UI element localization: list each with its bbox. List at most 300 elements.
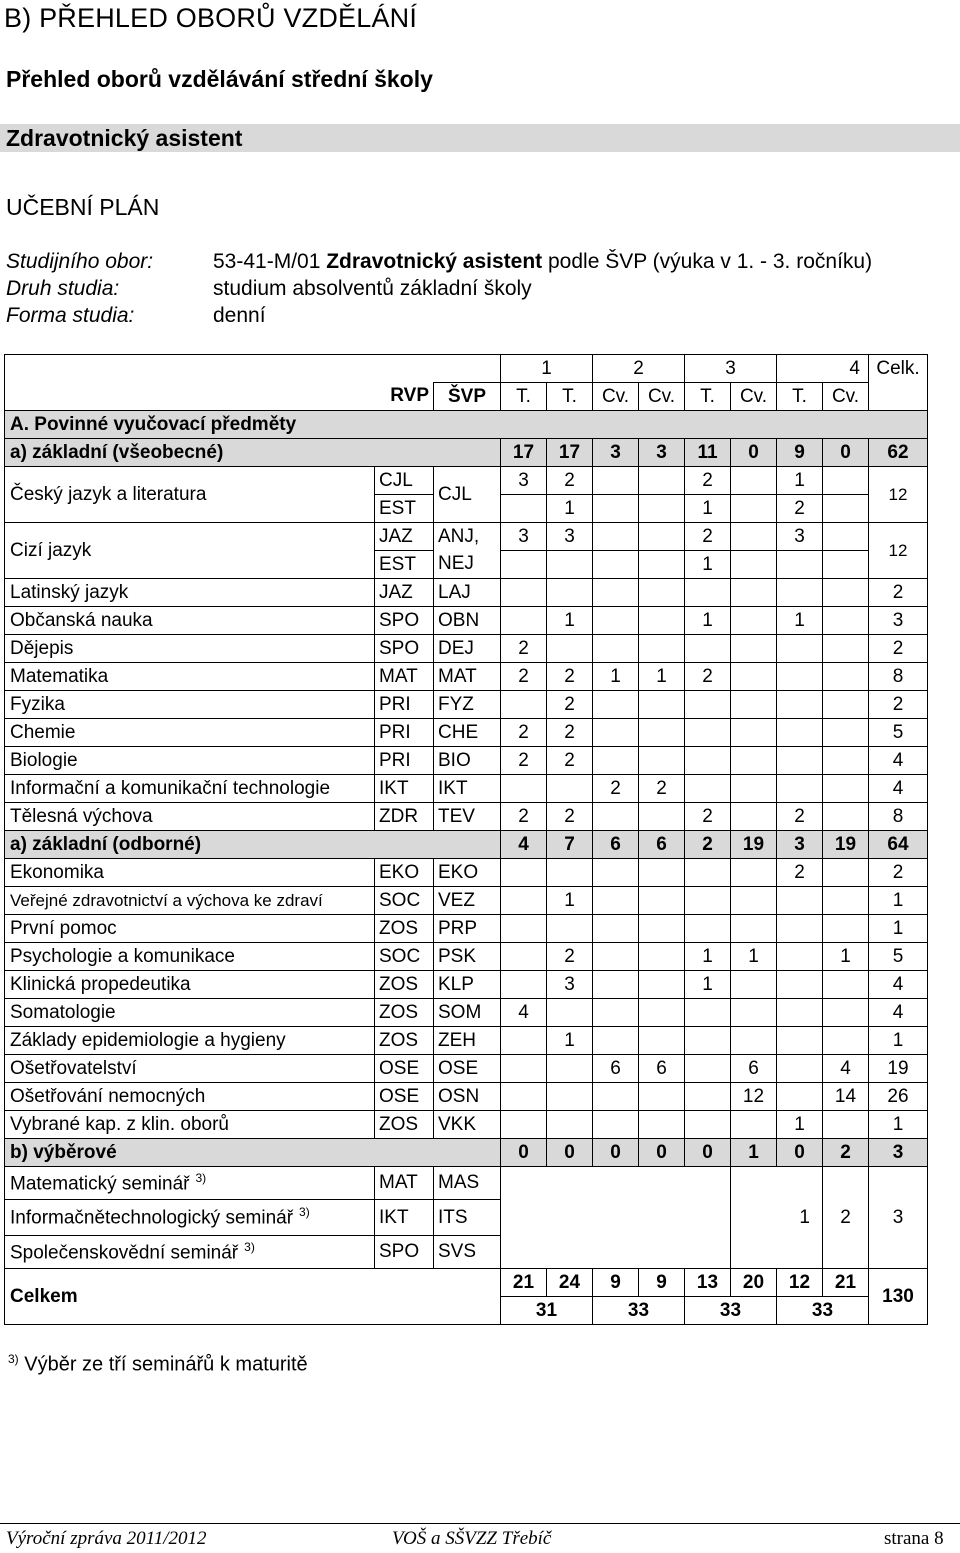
hours-cell: [639, 691, 685, 719]
total-cell: 1: [869, 1111, 928, 1139]
hours-cell: [731, 523, 777, 551]
zakladni-odborne: [5, 831, 928, 859]
hours-cell: [639, 943, 685, 971]
hours-cell: [823, 523, 869, 551]
hours-cell: [547, 999, 593, 1027]
hours-cell: [501, 1027, 547, 1055]
subject-name: Matematika: [5, 663, 375, 691]
hours-cell: [593, 1111, 639, 1139]
value-cell: 3: [639, 439, 685, 467]
total-cell: 2: [869, 859, 928, 887]
hours-cell: [593, 607, 639, 635]
total-cell: 12: [869, 467, 928, 523]
rvp-code: EST: [375, 495, 434, 523]
rvp-code: MAT: [375, 1167, 434, 1200]
subject-row: [5, 1111, 928, 1139]
hours-cell: [639, 495, 685, 523]
forma-value: denní: [213, 304, 266, 327]
hours-cell: [685, 691, 731, 719]
svp-code: SVS: [434, 1236, 501, 1269]
section-title: Zdravotnický asistent: [0, 124, 960, 152]
hours-cell: 2: [547, 663, 593, 691]
hours-cell: [685, 1111, 731, 1139]
total-cell: 5: [869, 719, 928, 747]
hours-cell: 2: [501, 635, 547, 663]
hours-cell: [685, 887, 731, 915]
total-cell: 4: [869, 775, 928, 803]
type-2: T.: [547, 383, 593, 411]
hours-cell: [501, 691, 547, 719]
type-header-row: [5, 383, 928, 411]
hours-cell: [731, 663, 777, 691]
hours-cell: [547, 635, 593, 663]
value-cell: 19: [823, 831, 869, 859]
value-cell: 4: [501, 831, 547, 859]
rvp-code: SOC: [375, 887, 434, 915]
year-2: 2: [593, 355, 685, 383]
hours-cell: [731, 803, 777, 831]
svp-code: OBN: [434, 607, 501, 635]
hours-cell: 6: [639, 1055, 685, 1083]
subject-name: Ekonomika: [5, 859, 375, 887]
obor-label: Studijního obor:: [6, 250, 154, 273]
hours-cell: [823, 467, 869, 495]
hours-cell: 1: [823, 943, 869, 971]
subject-row: [5, 943, 928, 971]
hours-cell: [593, 635, 639, 663]
celkem-cell: 21: [501, 1269, 547, 1297]
value-cell: 3: [777, 831, 823, 859]
hours-cell: 1: [547, 607, 593, 635]
total-cell: 1: [869, 915, 928, 943]
hours-cell: [593, 999, 639, 1027]
hours-cell: [685, 1083, 731, 1111]
hours-cell: 2: [547, 719, 593, 747]
hours-cell: 2: [547, 691, 593, 719]
celkem-total: 130: [869, 1269, 928, 1325]
rvp-code: EKO: [375, 859, 434, 887]
total-cell: 4: [869, 971, 928, 999]
obor-value: [213, 250, 872, 274]
value-cell: 17: [501, 439, 547, 467]
value-cell: 0: [639, 1139, 685, 1167]
hours-cell: [731, 635, 777, 663]
seminar-empty: [501, 1167, 731, 1269]
hours-cell: [731, 579, 777, 607]
svp-code: FYZ: [434, 691, 501, 719]
cizi-row-1: [5, 523, 928, 551]
subject-name: Klinická propedeutika: [5, 971, 375, 999]
hours-cell: [501, 495, 547, 523]
subject-row: [5, 691, 928, 719]
year-3: 3: [685, 355, 777, 383]
hours-cell: 2: [685, 803, 731, 831]
celkem-label: Celkem: [5, 1269, 501, 1325]
hours-cell: [777, 999, 823, 1027]
value-cell: 6: [639, 831, 685, 859]
hours-cell: [731, 887, 777, 915]
hours-cell: 2: [685, 523, 731, 551]
svp-code: OSN: [434, 1083, 501, 1111]
value-cell: 0: [501, 1139, 547, 1167]
hours-cell: 1: [777, 467, 823, 495]
value-cell: 0: [777, 1139, 823, 1167]
hours-cell: [823, 663, 869, 691]
hours-cell: 6: [593, 1055, 639, 1083]
total-cell: 8: [869, 663, 928, 691]
hours-cell: [639, 859, 685, 887]
subject-row: [5, 915, 928, 943]
rvp-code: MAT: [375, 663, 434, 691]
value-cell: 19: [731, 831, 777, 859]
subject-row: [5, 859, 928, 887]
celkem-year-total: 33: [685, 1297, 777, 1325]
hours-cell: [593, 523, 639, 551]
value-cell: 1: [731, 1139, 777, 1167]
subject-name: Ošetřování nemocných: [5, 1083, 375, 1111]
svp-code: TEV: [434, 803, 501, 831]
celkem-year-total: 31: [501, 1297, 593, 1325]
hours-cell: [731, 775, 777, 803]
footer-page: strana 8: [884, 1528, 944, 1549]
rvp-code: ZOS: [375, 915, 434, 943]
subject-row: [5, 663, 928, 691]
subject-name: Cizí jazyk: [5, 523, 375, 579]
hours-cell: [777, 775, 823, 803]
subject-name: Psychologie a komunikace: [5, 943, 375, 971]
subject-row: [5, 999, 928, 1027]
hours-cell: [731, 1027, 777, 1055]
total-cell: 19: [869, 1055, 928, 1083]
subject-name: První pomoc: [5, 915, 375, 943]
hours-cell: [777, 915, 823, 943]
hours-cell: [593, 579, 639, 607]
hours-cell: 3: [501, 523, 547, 551]
hours-cell: [639, 635, 685, 663]
hours-cell: [685, 1055, 731, 1083]
celkem-cell: 9: [639, 1269, 685, 1297]
hours-cell: [731, 719, 777, 747]
subject-name: Vybrané kap. z klin. oborů: [5, 1111, 375, 1139]
total-cell: 4: [869, 747, 928, 775]
celkem-cell: 13: [685, 1269, 731, 1297]
hours-cell: [777, 1027, 823, 1055]
plan-title: UČEBNÍ PLÁN: [6, 194, 160, 220]
hours-cell: 1: [777, 607, 823, 635]
hours-cell: [639, 719, 685, 747]
hours-cell: [593, 495, 639, 523]
value-cell: 2: [823, 1139, 869, 1167]
hours-cell: [639, 1027, 685, 1055]
hours-cell: [593, 1083, 639, 1111]
subject-name: Veřejné zdravotnictví a výchova ke zdraví: [5, 887, 375, 915]
hours-cell: [593, 971, 639, 999]
hours-cell: [593, 691, 639, 719]
total-cell: 1: [869, 1027, 928, 1055]
hours-cell: 3: [547, 971, 593, 999]
hours-cell: [639, 551, 685, 579]
celkem-year-total: 33: [593, 1297, 685, 1325]
total-cell: 8: [869, 803, 928, 831]
svp-code: MAT: [434, 663, 501, 691]
hours-cell: [731, 747, 777, 775]
hours-cell: 2: [501, 719, 547, 747]
rvp-code: IKT: [375, 1200, 434, 1236]
subject-name: Informační a komunikační technologie: [5, 775, 375, 803]
hours-cell: [823, 719, 869, 747]
hours-cell: 1: [777, 1111, 823, 1139]
hours-cell: [501, 607, 547, 635]
hours-cell: 1: [547, 887, 593, 915]
hours-cell: 2: [777, 803, 823, 831]
cjl-row-1: [5, 467, 928, 495]
subject-row: [5, 1055, 928, 1083]
svp-code: VEZ: [434, 887, 501, 915]
seminar-footnote-mark: 3): [299, 1205, 310, 1220]
value-cell: 64: [869, 831, 928, 859]
seminar-name: [5, 1200, 375, 1236]
hours-cell: [731, 467, 777, 495]
seminar-label: Matematický seminář: [10, 1173, 190, 1195]
svp-code: ZEH: [434, 1027, 501, 1055]
hours-cell: [639, 607, 685, 635]
type-1: T.: [501, 383, 547, 411]
total-cell: 2: [869, 579, 928, 607]
total-cell: 12: [869, 523, 928, 579]
svp-code: LAJ: [434, 579, 501, 607]
hours-cell: 1: [685, 971, 731, 999]
total-cell: 5: [869, 943, 928, 971]
rvp-code: PRI: [375, 719, 434, 747]
seminar-hours-5-6: 1: [731, 1167, 823, 1269]
rvp-code: JAZ: [375, 523, 434, 551]
type-8: Cv.: [823, 383, 869, 411]
value-cell: 0: [731, 439, 777, 467]
hours-cell: [593, 467, 639, 495]
hours-cell: 12: [731, 1083, 777, 1111]
hours-cell: [547, 579, 593, 607]
hours-cell: 1: [731, 943, 777, 971]
hours-cell: [593, 859, 639, 887]
hours-cell: [823, 691, 869, 719]
hours-cell: [593, 943, 639, 971]
hours-cell: [501, 775, 547, 803]
hours-cell: [731, 999, 777, 1027]
footer-school: VOŠ a SŠVZZ Třebíč: [392, 1528, 552, 1549]
hours-cell: [639, 971, 685, 999]
hours-cell: [685, 747, 731, 775]
total-cell: 3: [869, 607, 928, 635]
svp-code: OSE: [434, 1055, 501, 1083]
svp-code: PSK: [434, 943, 501, 971]
value-cell: 0: [823, 439, 869, 467]
subject-row: [5, 775, 928, 803]
hours-cell: [685, 1027, 731, 1055]
hours-cell: [777, 635, 823, 663]
hours-cell: [823, 747, 869, 775]
value-cell: 11: [685, 439, 731, 467]
subject-name: Latinský jazyk: [5, 579, 375, 607]
hours-cell: 3: [777, 523, 823, 551]
seminar-footnote-mark: 3): [244, 1239, 255, 1254]
subject-name: Ošetřovatelství: [5, 1055, 375, 1083]
hours-cell: 2: [685, 663, 731, 691]
subject-row: [5, 803, 928, 831]
type-5: T.: [685, 383, 731, 411]
svp-code: MAS: [434, 1167, 501, 1200]
hours-cell: 2: [639, 775, 685, 803]
svp-code: EKO: [434, 859, 501, 887]
hours-cell: [731, 551, 777, 579]
subject-row: [5, 747, 928, 775]
subject-row: [5, 887, 928, 915]
hours-cell: [777, 1083, 823, 1111]
hours-cell: [639, 803, 685, 831]
hours-cell: [731, 607, 777, 635]
hours-cell: 1: [639, 663, 685, 691]
rvp-code: PRI: [375, 747, 434, 775]
rvp-code: ZDR: [375, 803, 434, 831]
hours-cell: [501, 1055, 547, 1083]
hours-cell: [731, 495, 777, 523]
svp-header: ŠVP: [434, 383, 501, 411]
hours-cell: [731, 691, 777, 719]
hours-cell: 1: [685, 607, 731, 635]
hours-cell: [547, 915, 593, 943]
rvp-code: JAZ: [375, 579, 434, 607]
hours-cell: [501, 943, 547, 971]
celkem-cell: 21: [823, 1269, 869, 1297]
hours-cell: [823, 579, 869, 607]
footnote-mark: 3): [8, 1352, 19, 1366]
hours-cell: 3: [547, 523, 593, 551]
value-cell: 17: [547, 439, 593, 467]
hours-cell: 2: [501, 803, 547, 831]
hours-cell: [731, 1111, 777, 1139]
rvp-code: ZOS: [375, 1111, 434, 1139]
hours-cell: 2: [501, 747, 547, 775]
page-heading: B) PŘEHLED OBORŮ VZDĚLÁNÍ: [4, 3, 418, 33]
hours-cell: 2: [547, 467, 593, 495]
seminar-label: Společenskovědní seminář: [10, 1242, 239, 1264]
section-a-label: A. Povinné vyučovací předměty: [5, 411, 928, 439]
seminar-hours-7: 2: [823, 1167, 869, 1269]
total-cell: 4: [869, 999, 928, 1027]
hours-cell: [685, 775, 731, 803]
obor-code: 53-41-M/01: [213, 250, 321, 273]
hours-cell: 2: [777, 859, 823, 887]
hours-cell: [593, 719, 639, 747]
rvp-code: PRI: [375, 691, 434, 719]
hours-cell: 1: [547, 495, 593, 523]
hours-cell: [501, 915, 547, 943]
rvp-code: SPO: [375, 635, 434, 663]
svp-code: BIO: [434, 747, 501, 775]
zakladni-vseobecne: [5, 439, 928, 467]
subject-name: Občanská nauka: [5, 607, 375, 635]
hours-cell: [593, 915, 639, 943]
hours-cell: [823, 803, 869, 831]
value-cell: 62: [869, 439, 928, 467]
seminar-name: [5, 1167, 375, 1200]
hours-cell: [593, 1027, 639, 1055]
footnote: [8, 1352, 308, 1377]
hours-cell: [547, 551, 593, 579]
hours-cell: [823, 775, 869, 803]
hours-cell: [685, 579, 731, 607]
svp-code: IKT: [434, 775, 501, 803]
hours-cell: [823, 999, 869, 1027]
druh-label: Druh studia:: [6, 277, 120, 300]
rvp-code: CJL: [375, 467, 434, 495]
subject-name: Základy epidemiologie a hygieny: [5, 1027, 375, 1055]
hours-cell: [501, 1111, 547, 1139]
hours-cell: 6: [731, 1055, 777, 1083]
section-a-row: [5, 411, 928, 439]
hours-cell: [823, 915, 869, 943]
value-cell: 7: [547, 831, 593, 859]
subject-row: [5, 971, 928, 999]
total-cell: 2: [869, 635, 928, 663]
seminar-row: [5, 1167, 928, 1200]
hours-cell: [593, 887, 639, 915]
celkem-cell: 24: [547, 1269, 593, 1297]
vyberove-label: b) výběrové: [5, 1139, 501, 1167]
hours-cell: [501, 551, 547, 579]
hours-cell: [639, 747, 685, 775]
hours-cell: [823, 607, 869, 635]
rvp-code: IKT: [375, 775, 434, 803]
hours-cell: 1: [685, 551, 731, 579]
svp-code: VKK: [434, 1111, 501, 1139]
hours-cell: [685, 719, 731, 747]
year-1: 1: [501, 355, 593, 383]
subject-row: [5, 607, 928, 635]
hours-cell: 2: [547, 803, 593, 831]
study-plan-table: [4, 354, 928, 1325]
value-cell: 0: [547, 1139, 593, 1167]
hours-cell: 3: [501, 467, 547, 495]
druh-value: studium absolventů základní školy: [213, 277, 532, 300]
hours-cell: [777, 691, 823, 719]
celkem-year-total: 33: [777, 1297, 869, 1325]
hours-cell: 2: [547, 943, 593, 971]
hours-cell: [593, 803, 639, 831]
year-header-row: [5, 355, 928, 383]
rvp-code: SOC: [375, 943, 434, 971]
rvp-code: ZOS: [375, 971, 434, 999]
rvp-code: OSE: [375, 1083, 434, 1111]
hours-cell: [823, 551, 869, 579]
hours-cell: 4: [823, 1055, 869, 1083]
page-subheading: Přehled oborů vzdělávání střední školy: [6, 66, 433, 92]
rvp-code: ZOS: [375, 1027, 434, 1055]
type-7: T.: [777, 383, 823, 411]
footer-divider: [0, 1523, 960, 1524]
value-cell: 9: [777, 439, 823, 467]
zakladni-odborne-label: a) základní (odborné): [5, 831, 501, 859]
svp-code: ANJ,: [434, 523, 501, 551]
value-cell: 0: [685, 1139, 731, 1167]
hours-cell: [547, 1111, 593, 1139]
hours-cell: [731, 915, 777, 943]
footnote-text: Výběr ze tří seminářů k maturitě: [24, 1353, 308, 1376]
hours-cell: [639, 523, 685, 551]
total-cell: 1: [869, 887, 928, 915]
hours-cell: 1: [593, 663, 639, 691]
celkem-cell: 20: [731, 1269, 777, 1297]
hours-cell: [777, 943, 823, 971]
